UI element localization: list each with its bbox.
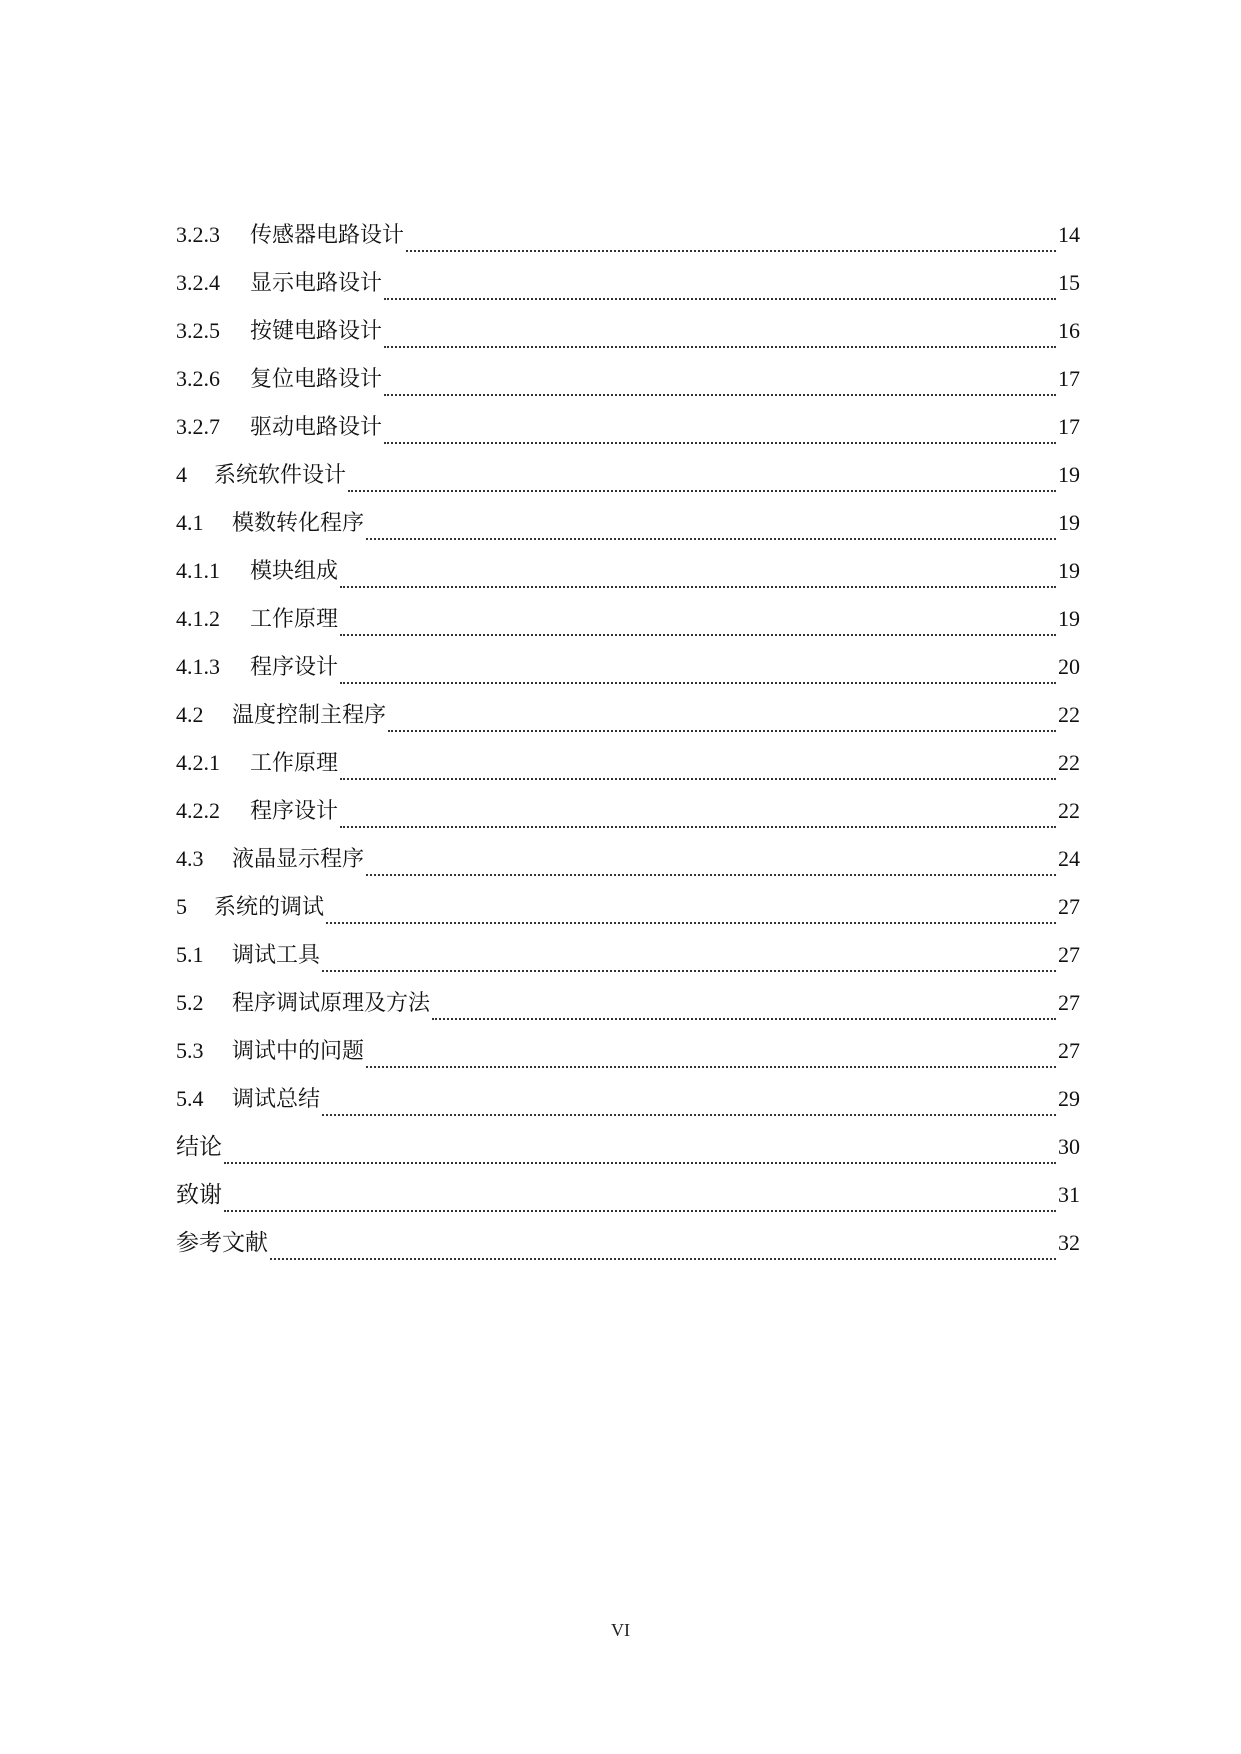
toc-entry-number: 3.2.3	[176, 222, 220, 247]
toc-entry-page: 27	[1058, 1038, 1080, 1063]
toc-entry-4-1[interactable]	[176, 508, 1080, 556]
toc-entry-page: 22	[1058, 798, 1080, 823]
toc-entry-number: 3.2.5	[176, 318, 220, 343]
toc-leader-dots	[322, 970, 1056, 972]
toc-entry-title: 工作原理	[250, 607, 339, 632]
toc-entry-number: 4.1	[176, 510, 204, 535]
toc-leader-dots	[432, 1018, 1056, 1020]
toc-entry-number: 5.1	[176, 942, 204, 967]
toc-entry-title: 程序设计	[250, 655, 339, 680]
toc-entry-3-2-5[interactable]	[176, 316, 1080, 364]
toc-entry-page: 19	[1058, 558, 1080, 583]
toc-leader-dots	[366, 1066, 1056, 1068]
toc-entry-number: 5.3	[176, 1038, 204, 1063]
toc-entry-title: 程序调试原理及方法	[232, 991, 431, 1016]
toc-entry-number: 3.2.6	[176, 366, 220, 391]
toc-entry-title: 系统的调试	[214, 895, 325, 920]
toc-leader-dots	[340, 778, 1056, 780]
toc-entry-references[interactable]	[176, 1228, 1080, 1276]
toc-entry-page: 30	[1058, 1134, 1080, 1159]
toc-entry-title: 调试中的问题	[232, 1039, 365, 1064]
toc-entry-page: 19	[1058, 462, 1080, 487]
toc-leader-dots	[388, 730, 1056, 732]
toc-entry-page: 19	[1058, 606, 1080, 631]
toc-entry-title: 致谢	[176, 1182, 222, 1208]
toc-entry-3-2-3[interactable]	[176, 220, 1080, 268]
toc-entry-page: 16	[1058, 318, 1080, 343]
toc-entry-page: 29	[1058, 1086, 1080, 1111]
toc-entry-number: 3.2.7	[176, 414, 220, 439]
toc-leader-dots	[366, 874, 1056, 876]
toc-leader-dots	[224, 1210, 1056, 1212]
toc-entry-page: 15	[1058, 270, 1080, 295]
toc-entry-title: 系统软件设计	[214, 463, 347, 488]
toc-entry-number: 4.1.1	[176, 558, 220, 583]
toc-entry-title: 模数转化程序	[232, 511, 365, 536]
toc-entry-title: 液晶显示程序	[232, 847, 365, 872]
table-of-contents	[176, 220, 1080, 1276]
toc-entry-3-2-6[interactable]	[176, 364, 1080, 412]
toc-entry-page: 20	[1058, 654, 1080, 679]
toc-entry-page: 31	[1058, 1182, 1080, 1207]
toc-entry-4-3[interactable]	[176, 844, 1080, 892]
toc-entry-number: 4.1.3	[176, 654, 220, 679]
toc-entry-title: 程序设计	[250, 799, 339, 824]
toc-entry-chapter-5[interactable]	[176, 892, 1080, 940]
toc-leader-dots	[322, 1114, 1056, 1116]
toc-entry-chapter-4[interactable]	[176, 460, 1080, 508]
toc-entry-number: 4.1.2	[176, 606, 220, 631]
toc-entry-title: 显示电路设计	[250, 271, 383, 296]
toc-entry-title: 调试总结	[232, 1087, 321, 1112]
toc-entry-page: 24	[1058, 846, 1080, 871]
toc-entry-page: 32	[1058, 1230, 1080, 1255]
toc-entry-number: 5.2	[176, 990, 204, 1015]
toc-leader-dots	[348, 490, 1056, 492]
toc-leader-dots	[384, 346, 1056, 348]
toc-entry-number: 5	[176, 894, 187, 919]
toc-entry-page: 17	[1058, 366, 1080, 391]
toc-leader-dots	[384, 298, 1056, 300]
toc-entry-number: 4.2.1	[176, 750, 220, 775]
toc-leader-dots	[340, 682, 1056, 684]
toc-entry-page: 27	[1058, 942, 1080, 967]
toc-leader-dots	[340, 634, 1056, 636]
toc-leader-dots	[384, 394, 1056, 396]
toc-leader-dots	[340, 826, 1056, 828]
toc-entry-title: 结论	[176, 1134, 222, 1160]
toc-leader-dots	[384, 442, 1056, 444]
toc-entry-4-1-3[interactable]	[176, 652, 1080, 700]
toc-entry-5-1[interactable]	[176, 940, 1080, 988]
toc-leader-dots	[366, 538, 1056, 540]
toc-entry-3-2-4[interactable]	[176, 268, 1080, 316]
toc-entry-page: 22	[1058, 702, 1080, 727]
toc-entry-page: 27	[1058, 894, 1080, 919]
page-number: VI	[611, 1620, 630, 1640]
toc-entry-4-2[interactable]	[176, 700, 1080, 748]
toc-entry-title: 按键电路设计	[250, 319, 383, 344]
toc-entry-number: 5.4	[176, 1086, 204, 1111]
toc-entry-title: 复位电路设计	[250, 367, 383, 392]
toc-entry-title: 参考文献	[176, 1230, 268, 1256]
toc-entry-5-4[interactable]	[176, 1084, 1080, 1132]
toc-leader-dots	[270, 1258, 1056, 1260]
toc-entry-page: 17	[1058, 414, 1080, 439]
toc-entry-3-2-7[interactable]	[176, 412, 1080, 460]
toc-leader-dots	[224, 1162, 1056, 1164]
toc-entry-title: 传感器电路设计	[250, 223, 405, 248]
toc-entry-title: 模块组成	[250, 559, 339, 584]
toc-entry-acknowledgements[interactable]	[176, 1180, 1080, 1228]
toc-entry-number: 4.3	[176, 846, 204, 871]
toc-entry-page: 19	[1058, 510, 1080, 535]
toc-entry-page: 14	[1058, 222, 1080, 247]
toc-entry-number: 4.2.2	[176, 798, 220, 823]
toc-entry-title: 调试工具	[232, 943, 321, 968]
toc-entry-title: 工作原理	[250, 751, 339, 776]
toc-entry-4-2-2[interactable]	[176, 796, 1080, 844]
toc-entry-title: 驱动电路设计	[250, 415, 383, 440]
toc-entry-4-2-1[interactable]	[176, 748, 1080, 796]
toc-entry-4-1-1[interactable]	[176, 556, 1080, 604]
toc-entry-4-1-2[interactable]	[176, 604, 1080, 652]
toc-entry-conclusion[interactable]	[176, 1132, 1080, 1180]
toc-entry-number: 3.2.4	[176, 270, 220, 295]
toc-entry-page: 27	[1058, 990, 1080, 1015]
toc-leader-dots	[406, 250, 1056, 252]
toc-entry-5-2[interactable]	[176, 988, 1080, 1036]
toc-leader-dots	[326, 922, 1056, 924]
toc-leader-dots	[340, 586, 1056, 588]
toc-entry-title: 温度控制主程序	[232, 703, 387, 728]
toc-entry-page: 22	[1058, 750, 1080, 775]
toc-entry-5-3[interactable]	[176, 1036, 1080, 1084]
toc-entry-number: 4	[176, 462, 187, 487]
toc-entry-number: 4.2	[176, 702, 204, 727]
